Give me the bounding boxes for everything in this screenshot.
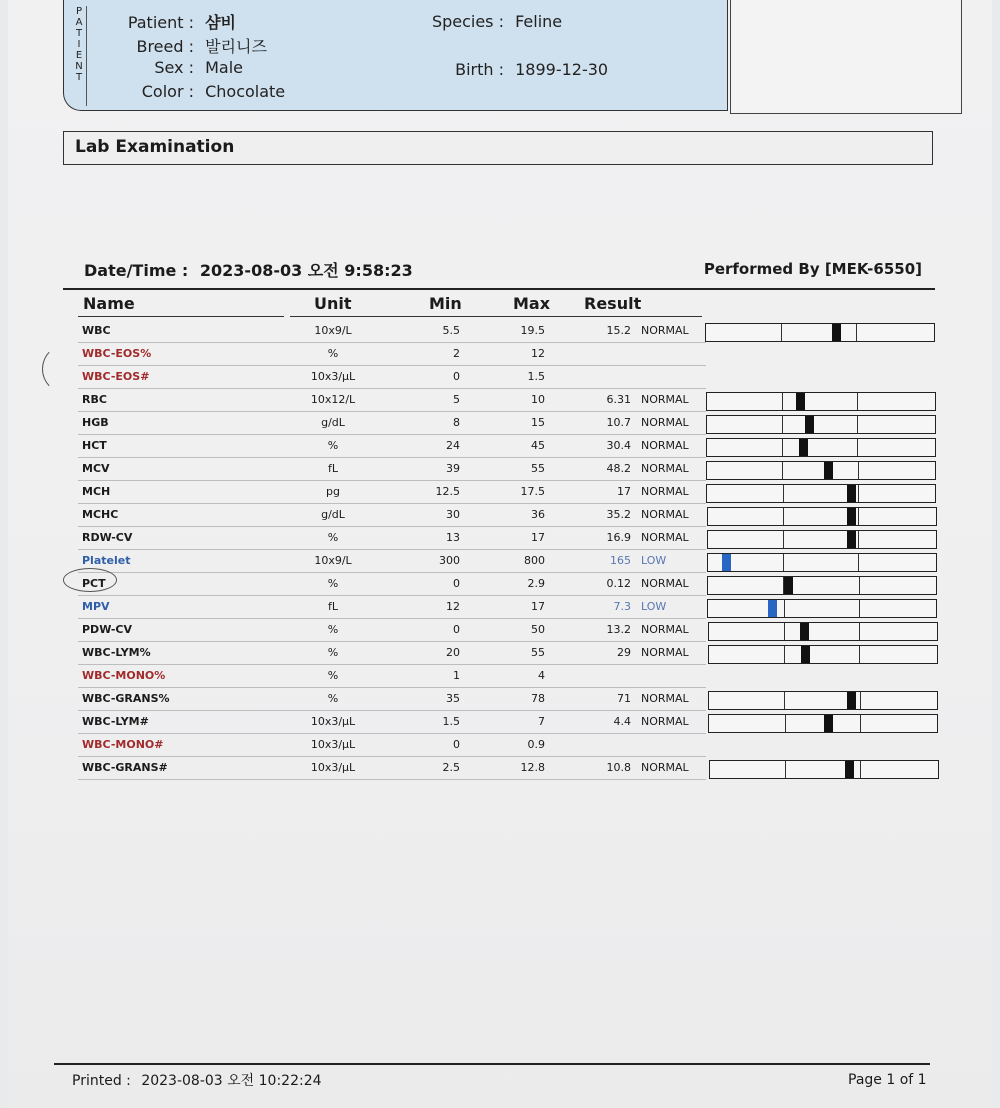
species-value: Feline (515, 12, 563, 31)
max-cell: 55 (531, 646, 545, 659)
max-cell: 800 (524, 554, 545, 567)
test-name: MCV (82, 462, 110, 475)
unit-cell: % (327, 531, 339, 544)
patient-info-box (63, 0, 728, 111)
test-name: WBC-EOS# (82, 370, 150, 383)
sex-field (84, 58, 243, 77)
min-cell: 1 (453, 669, 460, 682)
result-cell: 16.9 (606, 531, 631, 544)
range-divider (858, 485, 859, 502)
range-divider (784, 623, 785, 640)
species-field (404, 12, 562, 31)
table-row (8, 688, 992, 711)
table-row (8, 757, 992, 780)
color-field (84, 82, 285, 101)
side-letter: N (75, 61, 83, 72)
table-row (8, 619, 992, 642)
test-name: WBC-MONO# (82, 738, 164, 751)
range-divider (859, 600, 860, 617)
result-marker (801, 646, 810, 663)
patient-value: 샴비 (205, 13, 237, 32)
range-divider (859, 577, 860, 594)
range-indicator-bar (708, 622, 938, 641)
max-cell: 17.5 (520, 485, 545, 498)
row-separator (78, 779, 706, 780)
side-letter: P (75, 6, 83, 17)
min-cell: 13 (446, 531, 460, 544)
color-label: Color : (141, 82, 194, 101)
range-divider (859, 646, 860, 663)
result-marker (799, 439, 808, 456)
unit-cell: 10x9/L (314, 554, 352, 567)
min-cell: 24 (446, 439, 460, 452)
table-row (8, 665, 992, 688)
unit-cell: % (327, 646, 339, 659)
flag-cell: NORMAL (641, 761, 689, 774)
table-row (8, 711, 992, 734)
flag-cell: NORMAL (641, 646, 689, 659)
flag-cell: LOW (641, 554, 667, 567)
header-divider (63, 288, 935, 290)
range-divider (782, 462, 783, 479)
range-divider (783, 554, 784, 571)
test-name: HGB (82, 416, 109, 429)
range-divider (858, 462, 859, 479)
test-name: WBC-LYM% (82, 646, 151, 659)
range-indicator-bar (706, 415, 936, 434)
column-underline (78, 316, 284, 317)
page-number: Page 1 of 1 (848, 1072, 927, 1088)
test-name: HCT (82, 439, 107, 452)
test-name: Platelet (82, 554, 131, 567)
max-cell: 19.5 (520, 324, 545, 337)
range-indicator-bar (706, 461, 936, 480)
range-divider (858, 508, 859, 525)
printed-label: Printed : (72, 1073, 131, 1089)
min-cell: 39 (446, 462, 460, 475)
range-divider (858, 531, 859, 548)
range-indicator-bar (707, 576, 937, 595)
table-row (8, 320, 992, 343)
min-cell: 35 (446, 692, 460, 705)
result-cell: 4.4 (613, 715, 631, 728)
table-row (8, 596, 992, 619)
min-cell: 0 (453, 738, 460, 751)
max-cell: 0.9 (527, 738, 545, 751)
column-underline (290, 316, 702, 317)
flag-cell: NORMAL (641, 439, 689, 452)
unit-cell: % (327, 623, 339, 636)
max-cell: 15 (531, 416, 545, 429)
unit-cell: fL (327, 462, 338, 475)
range-divider (860, 761, 861, 778)
unit-cell: g/dL (321, 508, 345, 521)
min-cell: 12.5 (435, 485, 460, 498)
range-divider (781, 324, 782, 341)
range-divider (783, 485, 784, 502)
species-label: Species : (431, 12, 504, 31)
unit-cell: % (327, 692, 339, 705)
range-indicator-bar (706, 438, 936, 457)
min-cell: 12 (446, 600, 460, 613)
result-marker (784, 577, 793, 594)
result-marker (805, 416, 814, 433)
section-title: Lab Examination (75, 137, 235, 157)
min-cell: 0 (453, 370, 460, 383)
range-indicator-bar (709, 760, 939, 779)
flag-cell: NORMAL (641, 623, 689, 636)
max-cell: 45 (531, 439, 545, 452)
test-name: RBC (82, 393, 107, 406)
performed-by: Performed By [MEK-6550] (703, 260, 922, 278)
result-cell: 35.2 (606, 508, 631, 521)
range-divider (860, 715, 861, 732)
result-marker (847, 692, 856, 709)
min-cell: 2.5 (442, 761, 460, 774)
table-row (8, 734, 992, 757)
range-indicator-bar (706, 392, 936, 411)
range-indicator-bar (707, 553, 937, 572)
range-divider (782, 393, 783, 410)
unit-cell: % (327, 347, 339, 360)
flag-cell: NORMAL (641, 715, 689, 728)
test-name: RDW-CV (82, 531, 133, 544)
max-cell: 7 (538, 715, 545, 728)
flag-cell: NORMAL (641, 393, 689, 406)
breed-field (84, 34, 267, 57)
min-cell: 30 (446, 508, 460, 521)
range-divider (784, 600, 785, 617)
flag-cell: NORMAL (641, 324, 689, 337)
max-cell: 50 (531, 623, 545, 636)
min-cell: 0 (453, 577, 460, 590)
range-divider (782, 416, 783, 433)
birth-value: 1899-12-30 (515, 60, 609, 79)
range-divider (857, 393, 858, 410)
result-marker (847, 531, 856, 548)
exam-datetime (84, 258, 413, 281)
column-header-unit: Unit (314, 294, 352, 313)
pen-circle-mark (63, 568, 117, 592)
max-cell: 36 (531, 508, 545, 521)
table-row (8, 458, 992, 481)
table-row (8, 550, 992, 573)
range-divider (784, 692, 785, 709)
flag-cell: NORMAL (641, 485, 689, 498)
result-marker (824, 462, 833, 479)
unit-cell: fL (327, 600, 338, 613)
column-header-result: Result (584, 294, 642, 313)
printed-timestamp (72, 1070, 322, 1090)
sex-label: Sex : (154, 58, 194, 77)
test-name: WBC-LYM# (82, 715, 149, 728)
unit-cell: 10x3/μL (310, 761, 356, 774)
unit-cell: 10x3/μL (310, 715, 356, 728)
result-cell: 6.31 (606, 393, 631, 406)
result-cell: 17 (617, 485, 631, 498)
max-cell: 55 (531, 462, 545, 475)
patient-name-field (84, 10, 236, 33)
range-divider (784, 646, 785, 663)
result-marker (847, 508, 856, 525)
table-row (8, 366, 992, 389)
range-divider (783, 508, 784, 525)
range-divider (782, 439, 783, 456)
max-cell: 2.9 (527, 577, 545, 590)
max-cell: 12 (531, 347, 545, 360)
column-header-min: Min (429, 294, 462, 313)
unit-cell: % (327, 669, 339, 682)
max-cell: 1.5 (527, 370, 545, 383)
section-header (63, 131, 933, 165)
max-cell: 17 (531, 531, 545, 544)
table-row (8, 573, 992, 596)
column-header-name: Name (83, 294, 135, 313)
unit-cell: 10x12/L (310, 393, 356, 406)
footer-divider (54, 1063, 930, 1065)
test-name: WBC-MONO% (82, 669, 166, 682)
flag-cell: NORMAL (641, 692, 689, 705)
unit-cell: pg (326, 485, 340, 498)
test-name: MCH (82, 485, 111, 498)
table-row (8, 481, 992, 504)
table-row (8, 642, 992, 665)
result-marker (796, 393, 805, 410)
birth-field (404, 60, 608, 79)
range-divider (785, 715, 786, 732)
breed-value: 발리니즈 (205, 37, 267, 56)
result-cell: 30.4 (606, 439, 631, 452)
side-letter: I (77, 39, 81, 50)
range-indicator-bar (708, 645, 938, 664)
result-cell: 10.7 (606, 416, 631, 429)
min-cell: 2 (453, 347, 460, 360)
result-marker (800, 623, 809, 640)
sex-value: Male (205, 58, 243, 77)
flag-cell: LOW (641, 600, 667, 613)
range-indicator-bar (705, 323, 935, 342)
lab-report-page (8, 0, 992, 1108)
flag-cell: NORMAL (641, 462, 689, 475)
range-indicator-bar (707, 530, 937, 549)
unit-cell: 10x3/μL (310, 738, 356, 751)
min-cell: 5.5 (442, 324, 460, 337)
table-row (8, 389, 992, 412)
result-marker (847, 485, 856, 502)
stamp-box (730, 0, 962, 114)
unit-cell: % (327, 439, 339, 452)
pen-circle-mark (42, 345, 88, 393)
test-name: WBC-GRANS# (82, 761, 168, 774)
min-cell: 8 (453, 416, 460, 429)
result-cell: 0.12 (606, 577, 631, 590)
range-divider (783, 531, 784, 548)
table-row (8, 412, 992, 435)
result-marker (832, 324, 841, 341)
range-divider (857, 416, 858, 433)
datetime-label: Date/Time : (84, 261, 189, 280)
table-row (8, 435, 992, 458)
range-divider (860, 692, 861, 709)
unit-cell: 10x3/μL (310, 370, 356, 383)
side-letter: T (75, 72, 83, 83)
max-cell: 10 (531, 393, 545, 406)
range-divider (856, 324, 857, 341)
range-indicator-bar (707, 599, 937, 618)
printed-value: 2023-08-03 오전 10:22:24 (141, 1073, 322, 1089)
flag-cell: NORMAL (641, 508, 689, 521)
side-letter: T (75, 28, 83, 39)
result-cell: 165 (610, 554, 631, 567)
patient-label: Patient : (127, 13, 194, 32)
test-name: MCHC (82, 508, 119, 521)
range-indicator-bar (707, 507, 937, 526)
datetime-value: 2023-08-03 오전 9:58:23 (199, 261, 413, 280)
breed-label: Breed : (136, 37, 194, 56)
side-letter: E (75, 50, 83, 61)
flag-cell: NORMAL (641, 416, 689, 429)
result-cell: 29 (617, 646, 631, 659)
result-marker (768, 600, 777, 617)
test-name: WBC-GRANS% (82, 692, 170, 705)
range-divider (857, 439, 858, 456)
min-cell: 1.5 (442, 715, 460, 728)
table-row (8, 527, 992, 550)
min-cell: 5 (453, 393, 460, 406)
max-cell: 12.8 (520, 761, 545, 774)
side-letter: A (75, 17, 83, 28)
birth-label: Birth : (455, 60, 504, 79)
color-value: Chocolate (205, 82, 286, 101)
result-cell: 10.8 (606, 761, 631, 774)
unit-cell: g/dL (321, 416, 345, 429)
test-name: PDW-CV (82, 623, 132, 636)
max-cell: 78 (531, 692, 545, 705)
column-header-max: Max (513, 294, 551, 313)
min-cell: 300 (439, 554, 460, 567)
result-cell: 71 (617, 692, 631, 705)
result-cell: 7.3 (613, 600, 631, 613)
range-indicator-bar (708, 691, 938, 710)
flag-cell: NORMAL (641, 577, 689, 590)
result-cell: 13.2 (606, 623, 631, 636)
max-cell: 4 (538, 669, 545, 682)
table-row (8, 343, 992, 366)
range-divider (859, 623, 860, 640)
max-cell: 17 (531, 600, 545, 613)
range-indicator-bar (708, 714, 938, 733)
test-name: PCT (82, 577, 106, 590)
result-marker (845, 761, 854, 778)
test-name: WBC-EOS% (82, 347, 152, 360)
test-name: MPV (82, 600, 110, 613)
result-marker (722, 554, 731, 571)
result-marker (824, 715, 833, 732)
unit-cell: 10x9/L (314, 324, 352, 337)
result-cell: 48.2 (606, 462, 631, 475)
table-row (8, 504, 992, 527)
range-indicator-bar (706, 484, 936, 503)
range-divider (858, 554, 859, 571)
unit-cell: % (327, 577, 339, 590)
test-name: WBC (82, 324, 111, 337)
min-cell: 0 (453, 623, 460, 636)
flag-cell: NORMAL (641, 531, 689, 544)
range-divider (785, 761, 786, 778)
result-cell: 15.2 (606, 324, 631, 337)
min-cell: 20 (446, 646, 460, 659)
